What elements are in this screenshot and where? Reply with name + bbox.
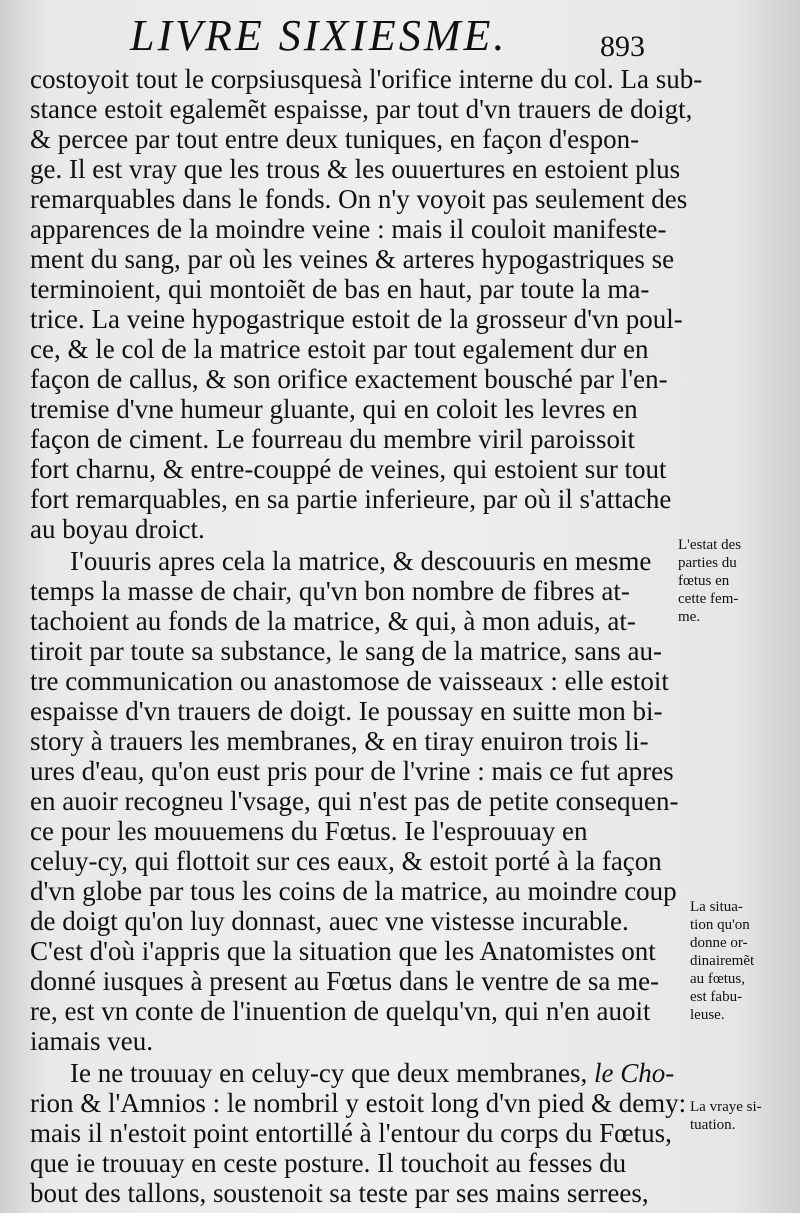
margin-note-line: tion qu'on (690, 917, 750, 933)
page-number: 893 (600, 30, 645, 63)
margin-note-line: leuse. (690, 1007, 725, 1023)
margin-note-line: tuation. (690, 1117, 736, 1133)
margin-note-line: est fabu- (690, 989, 743, 1005)
text-line: ce pour les mouuemens du Fœtus. Ie l'esprouuay en (30, 816, 588, 846)
text-line: terminoient, qui montoiẽt de bas en haut, par toute la ma- (30, 274, 650, 304)
text-line: remarquables dans le fonds. On n'y voyoit pas seulement des (30, 184, 688, 214)
text-line: en auoir recogneu l'vsage, qui n'est pas de petite consequen- (30, 786, 679, 816)
margin-note-line: dinairemẽt (690, 953, 755, 969)
running-title: LIVRE SIXIESME. (130, 11, 508, 60)
text-line: au boyau droict. (30, 514, 205, 544)
text-line: rion & l'Amnios : le nombril y estoit long d'vn pied & demy: (30, 1088, 687, 1118)
text-line: façon de ciment. Le fourreau du membre viril paroissoit (30, 424, 636, 454)
text-line: que ie trouuay en ceste posture. Il touchoit au fesses du (30, 1148, 627, 1178)
text-line: ment du sang, par où les veines & arteres hypogastriques se (30, 244, 675, 274)
text-line: apparences de la moindre veine : mais il couloit manifeste- (30, 214, 667, 244)
text-line: fort remarquables, en sa partie inferieure, par où il s'attache (30, 484, 672, 514)
text-line: tiroit par toute sa substance, le sang de la matrice, sans au- (30, 636, 663, 666)
margin-note-line: cette fem- (678, 591, 739, 607)
text-line: espaisse d'vn trauers de doigt. Ie poussay en suitte mon bi- (30, 696, 663, 726)
text-line: donné iusques à present au Fœtus dans le ventre de sa me- (30, 966, 660, 996)
text-line: ce, & le col de la matrice estoit par tout egalement dur en (30, 334, 649, 364)
page-header (0, 8, 800, 64)
margin-note-line: parties du (678, 555, 737, 571)
text-line: I'ouuris apres cela la matrice, & descouuris en mesme (70, 546, 652, 576)
margin-note-situation (690, 898, 754, 1024)
text-line: tachoient au fonds de la matrice, & qui, à mon aduis, at- (30, 606, 636, 636)
text-line: stance estoit egalemẽt espaisse, par tout d'vn trauers de doigt, (30, 94, 693, 124)
text-line: de doigt qu'on luy donnast, auec vne vistesse incurable. (30, 906, 629, 936)
text-line: fort charnu, & entre-couppé de veines, qui estoient sur tout (30, 454, 667, 484)
text-line: d'vn globe par tous les coins de la matrice, au moindre coup (30, 876, 677, 906)
text-line: temps la masse de chair, qu'vn bon nombre de fibres at- (30, 576, 630, 606)
text-line: & percee par tout entre deux tuniques, en façon d'espon- (30, 124, 640, 154)
italic-word: le Cho- (594, 1058, 675, 1088)
margin-note-line: me. (678, 609, 701, 625)
text-line: trice. La veine hypogastrique estoit de la grosseur d'vn poul- (30, 304, 683, 334)
margin-note-line: La vraye si- (690, 1099, 762, 1115)
text-line: bout des tallons, soustenoit sa teste par ses mains serrees, (30, 1178, 649, 1208)
text-line: C'est d'où i'appris que la situation que les Anatomistes ont (30, 936, 656, 966)
text-line: tremise d'vne humeur gluante, qui en coloit les levres en (30, 394, 638, 424)
text-line: ge. Il est vray que les trous & les ouuertures en estoient plus (30, 154, 681, 184)
margin-note-line: au fœtus, (690, 971, 745, 987)
margin-note-vraye-situation (690, 1098, 762, 1134)
text-line: story à trauers les membranes, & en tiray enuiron trois li- (30, 726, 649, 756)
text-line: mais il n'estoit point entortillé à l'entour du corps du Fœtus, (30, 1118, 672, 1148)
margin-note-line: donne or- (690, 935, 748, 951)
margin-note-line: fœtus en (678, 573, 730, 589)
margin-note-line: L'estat des (678, 537, 742, 553)
margin-note-line: La situa- (690, 899, 743, 915)
text-line: façon de callus, & son orifice exactement bousché par l'en- (30, 364, 668, 394)
text-line: costoyoit tout le corpsiusquesà l'orifice interne du col. La sub- (30, 64, 703, 94)
text-line: iamais veu. (30, 1026, 153, 1056)
text-line: tre communication ou anastomose de vaisseaux : elle estoit (30, 666, 669, 696)
text-line: re, est vn conte de l'inuention de quelqu'vn, qui n'en auoit (30, 996, 651, 1026)
margin-note-estat (678, 536, 741, 626)
text-line: celuy-cy, qui flottoit sur ces eaux, & estoit porté à la façon (30, 846, 662, 876)
text-line-plain: Ie ne trouuay en celuy-cy que deux membranes, (70, 1058, 588, 1088)
text-line (70, 1058, 674, 1088)
text-line: ures d'eau, qu'on eust pris pour de l'vrine : mais ce fut apres (30, 756, 674, 786)
